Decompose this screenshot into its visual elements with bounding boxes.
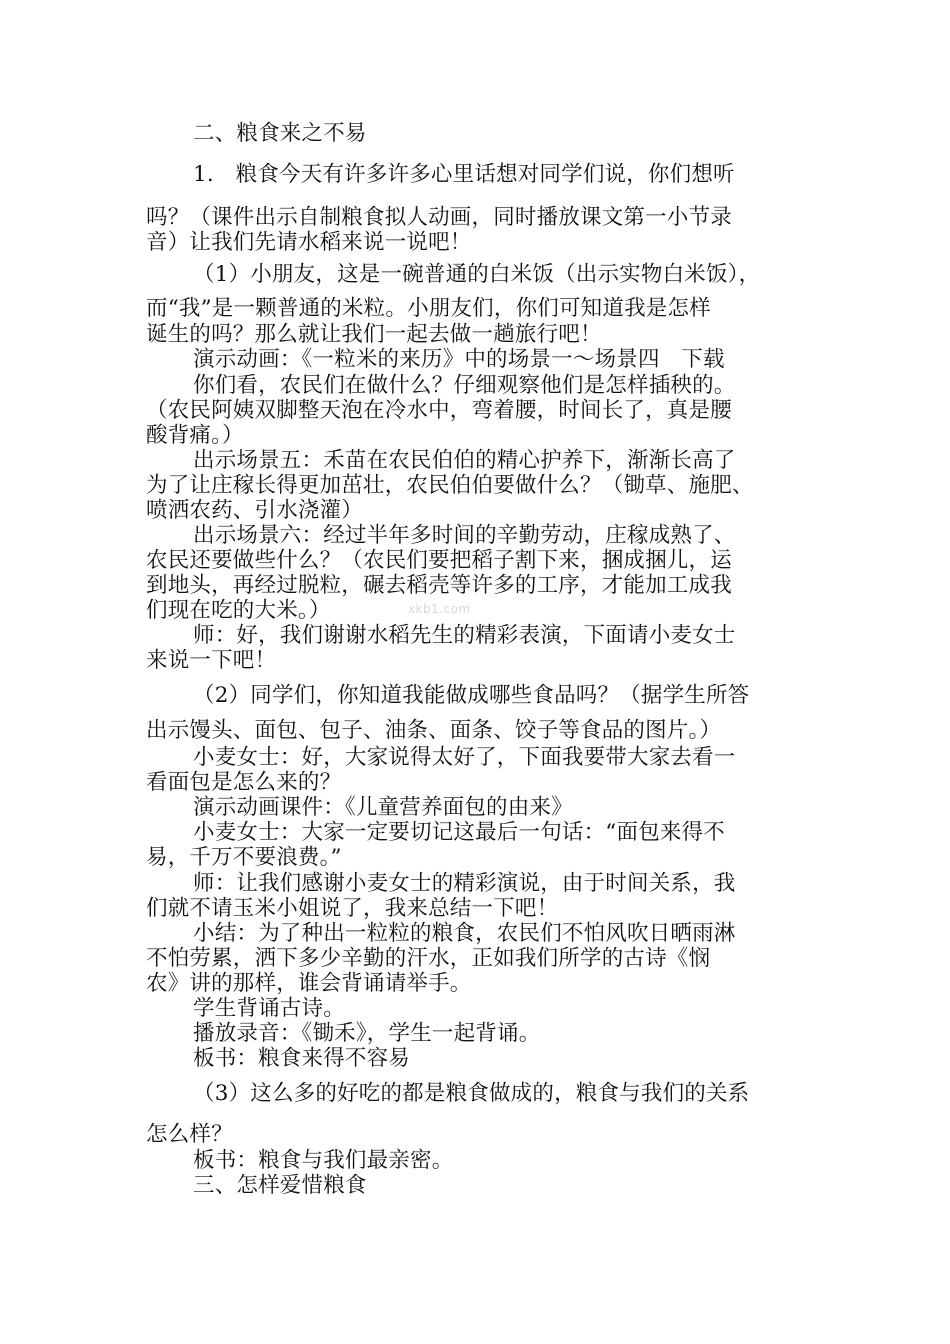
section-heading-3: 三、怎样爱惜粮食 [193, 1173, 367, 1198]
paragraph-line: 农》讲的那样，谁会背诵请举手。 [146, 971, 472, 996]
paragraph-line: 为了让庄稼长得更加茁壮，农民伯伯要做什么？（锄草、施肥、 [146, 473, 754, 498]
paragraph-line: 出示场景五：禾苗在农民伯伯的精心护养下，渐渐长高了 [193, 448, 736, 473]
paragraph-line: （1）小朋友，这是一碗普通的白米饭（出示实物白米饭）， [193, 262, 761, 287]
paragraph-line: 到地头，再经过脱粒，碾去稻壳等许多的工序，才能加工成我 [146, 573, 732, 598]
paragraph-line: 师：好，我们谢谢水稻先生的精彩表演，下面请小麦女士 [193, 623, 736, 648]
paragraph-line: 板书：粮食与我们最亲密。 [193, 1148, 454, 1173]
paragraph-line: 易，千万不要浪费。” [146, 845, 342, 870]
paragraph-line: 们就不请玉米小姐说了，我来总结一下吧！ [146, 896, 559, 921]
watermark-text: xkb1.com [408, 602, 471, 616]
paragraph-line: 出示馒头、面包、包子、油条、面条、饺子等食品的图片。） [146, 718, 722, 743]
paragraph-line: 不怕劳累，洒下多少辛勤的汗水，正如我们所学的古诗《悯 [146, 946, 711, 971]
paragraph-line: 喷洒农药、引水浇灌） [146, 498, 364, 523]
paragraph-line: 1. 粮食今天有许多许多心里话想对同学们说，你们想听 [193, 162, 735, 187]
paragraph-line: 来说一下吧！ [146, 648, 277, 673]
paragraph-line: 小麦女士：好，大家说得太好了，下面我要带大家去看一 [193, 745, 736, 770]
paragraph-line: 诞生的吗？那么就让我们一起去做一趟旅行吧！ [146, 322, 602, 347]
paragraph-line: 农民还要做些什么？（农民们要把稻子割下来，捆成捆儿，运 [146, 548, 732, 573]
section-heading-2: 二、粮食来之不易 [193, 121, 367, 146]
paragraph-line: 小结：为了种出一粒粒的粮食，农民们不怕风吹日晒雨淋 [193, 921, 736, 946]
paragraph-line: （农民阿姨双脚整天泡在冷水中，弯着腰，时间长了，真是腰 [146, 398, 732, 423]
paragraph-line: 板书：粮食来得不容易 [193, 1046, 411, 1071]
paragraph-line: 而“我”是一颗普通的米粒。小朋友们，你们可知道我是怎样 [146, 296, 711, 321]
paragraph-line: 看面包是怎么来的？ [146, 770, 342, 795]
paragraph-line: 师：让我们感谢小麦女士的精彩演说，由于时间关系，我 [193, 871, 736, 896]
paragraph-line: 酸背痛。） [146, 423, 244, 448]
paragraph-line: 学生背诵古诗。 [193, 996, 345, 1021]
paragraph-line: 出示场景六：经过半年多时间的辛勤劳动，庄稼成熟了、 [193, 523, 736, 548]
paragraph-line: （3）这么多的好吃的都是粮食做成的，粮食与我们的关系 [193, 1081, 750, 1106]
paragraph-line: （2）同学们，你知道我能做成哪些食品吗？（据学生所答 [193, 683, 750, 708]
paragraph-line: 你们看，农民们在做什么？仔细观察他们是怎样插秧的。 [193, 373, 736, 398]
paragraph-line: 播放录音：《锄禾》，学生一起背诵。 [193, 1021, 541, 1046]
paragraph-line: 怎么样？ [146, 1122, 233, 1147]
paragraph-line: 小麦女士：大家一定要切记这最后一句话：“面包来得不 [193, 820, 725, 845]
paragraph-line: 演示动画：《一粒米的来历》中的场景一～场景四 下载 [193, 347, 725, 372]
paragraph-line: 们现在吃的大米。） [146, 598, 331, 623]
paragraph-line: 音）让我们先请水稻来说一说吧！ [146, 230, 472, 255]
paragraph-line: 吗？（课件出示自制粮食拟人动画，同时播放课文第一小节录 [146, 205, 732, 230]
paragraph-line: 演示动画课件：《儿童营养面包的由来》 [193, 795, 573, 820]
